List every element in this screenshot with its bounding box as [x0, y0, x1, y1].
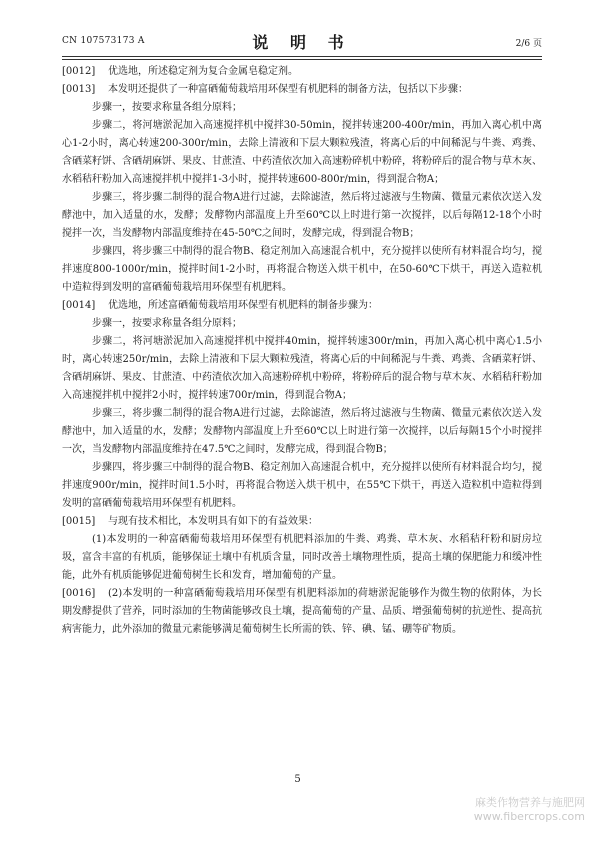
patent-number: CN 107573173 A — [62, 36, 145, 46]
document-body — [62, 63, 542, 639]
page-header — [62, 30, 542, 54]
header-rule-top — [62, 56, 542, 57]
paragraph-number: [0014] — [62, 300, 96, 311]
watermark-site-name: 麻类作物营养与施肥网 — [475, 796, 585, 809]
page-indicator: 2/6 页 — [515, 39, 542, 49]
step-four-b: 步骤四，将步骤三中制得的混合物B、稳定剂加入高速混合机中，充分搅拌以使所有材料混合均匀，搅拌速度900r/min，搅拌时间1.5小时，再将混合物送入烘干机中，在55℃下烘干，再送入造粒机中造粒得到发明的富硒葡萄栽培用环保型有机肥料。 — [62, 462, 542, 509]
paragraph-0016 — [62, 585, 542, 639]
paragraph-0012 — [62, 63, 542, 81]
paragraph-number: [0012] — [62, 66, 96, 77]
header-rule-bottom — [62, 59, 542, 60]
paragraph-text: 优选地，所述稳定剂为复合金属皂稳定剂。 — [108, 66, 298, 77]
step-four-a: 步骤四，将步骤三中制得的混合物B、稳定剂加入高速混合机中，充分搅拌以使所有材料混合均匀，搅拌速度800-1000r/min，搅拌时间1-2小时，再将混合物送入烘干机中，在50-60℃下烘干，再送入造粒机中造粒得到发明的富硒葡萄栽培用环保型有机肥料。 — [62, 246, 542, 293]
paragraph-text: 与现有技术相比，本发明具有如下的有益效果： — [108, 516, 318, 527]
step-one-a: 步骤一，按要求称量各组分原料； — [92, 102, 242, 113]
paragraph-number: [0016] — [62, 588, 96, 599]
step-three-a: 步骤三，将步骤二制得的混合物A进行过滤，去除滤渣，然后将过滤液与生物菌、微量元素依次送入发酵池中，加入适量的水，发酵；发酵物内部温度上升至60℃以上时进行第一次搅拌，以后每隔12-18个小时搅拌一次，当发酵物内部温度维持在45-50℃之间时，发酵完成，得到混合物B； — [62, 192, 542, 239]
paragraph-0015 — [62, 513, 542, 531]
benefit-one: (1)本发明的一种富硒葡萄栽培用环保型有机肥料添加的牛粪、鸡粪、草木灰、水稻秸秆粉和厨房垃圾，富含丰富的有机质，能够保证土壤中有机质含量，同时改善土壤物理性质，提高土壤的保肥能力和缓冲性能，此外有机质能够促进葡萄树生长和发育，增加葡萄的产量。 — [62, 534, 542, 581]
page-number: 5 — [294, 774, 301, 785]
step-two-b: 步骤二，将河塘淤泥加入高速搅拌机中搅拌40min，搅拌转速300r/min，再加入离心机中离心1.5小时，离心转速250r/min，去除上清液和下层大颗粒残渣，将离心后的中间稀泥与牛粪、鸡粪、含硒菜籽饼、含硒胡麻饼、果皮、甘蔗渣、中药渣依次加入高速粉碎机中粉碎，将粉碎后的混合物与草木灰、水稻秸秆粉加入高速搅拌机中搅拌2小时，搅拌转速700r/min，得到混合物A； — [62, 336, 542, 401]
paragraph-text: 优选地，所述富硒葡萄栽培用环保型有机肥料的制备步骤为： — [108, 300, 378, 311]
step-two-a: 步骤二，将河塘淤泥加入高速搅拌机中搅拌30-50min，搅拌转速200-400r/min，再加入离心机中离心1-2小时，离心转速200-300r/min，去除上清液和下层大颗粒残渣，将离心后的中间稀泥与牛粪、鸡粪、含硒菜籽饼、含硒胡麻饼、果皮、甘蔗渣、中药渣依次加入高速粉碎机中粉碎，将粉碎后的混合物与草木灰、水稻秸秆粉加入高速搅拌机中搅拌1-3小时，搅拌转速600-800r/min，得到混合物A； — [62, 120, 542, 185]
paragraph-number: [0015] — [62, 516, 96, 527]
step-one-b: 步骤一，按要求称量各组分原料； — [92, 318, 242, 329]
paragraph-text: (2)本发明的一种富硒葡萄栽培用环保型有机肥料添加的荷塘淤泥能够作为微生物的依附体，为长期发酵提供了营养，同时添加的生物菌能够改良土壤，提高葡萄的产量、品质、增强葡萄树的抗逆性、提高抗病害能力，此外添加的微量元素能够满足葡萄树生长所需的铁、锌、碘、锰、硼等矿物质。 — [62, 588, 542, 635]
step-three-b: 步骤三，将步骤二制得的混合物A进行过滤，去除滤渣，然后将过滤液与生物菌、微量元素依次送入发酵池中，加入适量的水，发酵；发酵物内部温度上升至60℃以上时进行第一次搅拌，以后每隔15个小时搅拌一次，当发酵物内部温度维持在47.5℃之间时，发酵完成，得到混合物B； — [62, 408, 542, 455]
document-title: 说 明 书 — [252, 33, 352, 52]
paragraph-text: 本发明还提供了一种富硒葡萄栽培用环保型有机肥料的制备方法，包括以下步骤： — [108, 84, 468, 95]
paragraph-number: [0013] — [62, 84, 96, 95]
watermark-url: www.fibercrops.com — [473, 810, 585, 823]
watermark — [474, 796, 585, 824]
paragraph-0013 — [62, 81, 542, 99]
paragraph-0014 — [62, 297, 542, 315]
